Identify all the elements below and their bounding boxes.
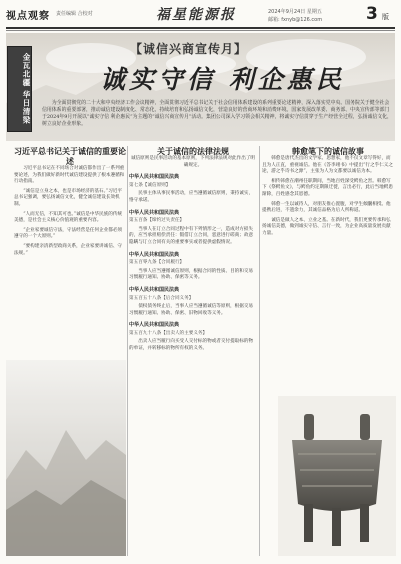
section-name: 视点观察 xyxy=(6,11,50,22)
masthead-rule-thin xyxy=(6,30,395,31)
masthead xyxy=(6,4,395,26)
left-paragraph: 习近平总书记在不同场合对诚信都作出了一系列重要论述，为我们做好新时代诚信建设提供了根本遵循和行动指南。 xyxy=(14,166,125,185)
left-paragraph: “诚信是立身之本，也是市场经济的基石。”习近平总书记强调，要弘扬诚信文化，健全诚信建设长效机制。 xyxy=(14,188,123,207)
left-column-heading: 习近平总书记关于诚信的重要论述 xyxy=(14,146,126,166)
contact-line: 邮箱: fxnyb@126.com xyxy=(268,17,323,23)
law-article: 第五百条【缔约过失责任】 xyxy=(129,218,185,224)
law-text: 当事人应当遵循诚信原则，根据合同的性质、目的和交易习惯履行通知、协助、保密等义务。 xyxy=(129,268,254,281)
law-text: 出卖人应当履行向买受人交付标的物或者交付提取标的物的单证，并转移标的物所有权的义务。 xyxy=(129,339,254,352)
column-left xyxy=(14,146,126,260)
bronze-ding-illustration xyxy=(278,396,396,556)
column-middle xyxy=(129,146,257,356)
left-paragraph: “要构建亲清新型政商关系，企业家要讲诚信、守法规。” xyxy=(14,243,123,256)
law-article: 第七条【诚信原则】 xyxy=(129,182,171,188)
right-paragraph: 相传韩愈在潮州任职期间，当地百姓深受鳄鱼之害。韩愈写下《祭鳄鱼文》，与鳄鱼约定期限迁徙，言出必行，此后当地鳄患渐除，百姓感念其恩德。 xyxy=(262,178,393,197)
editor-line: 责任编辑 合校对 xyxy=(56,11,93,17)
column-divider xyxy=(127,146,128,556)
law-title: 中华人民共和国民法典 xyxy=(129,251,180,258)
law-text: 当事人在订立合同过程中有下列情形之一，造成对方损失的，应当承担赔偿责任：假借订立合同，恶意进行磋商；故意隐瞒与订立合同有关的重要事实或者提供虚假情况。 xyxy=(129,226,254,245)
page-unit: 版 xyxy=(382,13,389,21)
column-right xyxy=(262,146,394,241)
masthead-rule xyxy=(6,27,395,29)
law-article: 第五百五十八条【后合同义务】 xyxy=(129,295,194,301)
law-title: 中华人民共和国民法典 xyxy=(129,209,180,216)
feature-subtitle: 【诚信兴商宣传月】 xyxy=(130,42,248,56)
page-number: 3 xyxy=(366,4,378,24)
column-label: 金瓦北疆 华日清梁 xyxy=(7,46,32,132)
right-paragraph: 韩愈一生以诚待人，对朋友推心置腹，对学生倾囊相授。他提携后进，不遗余力，其诚信品格为后人所称道。 xyxy=(262,201,391,214)
middle-lead: 诚信原则是民事活动的基本原则，下列法律法规对此作出了明确规定。 xyxy=(130,156,256,168)
feature-title: 诚实守信 利企惠民 xyxy=(100,65,345,94)
left-paragraph: “人而无信，不知其可也。”诚信是中华民族的传统美德，是社会主义核心价值观的重要内容。 xyxy=(14,211,123,224)
middle-column-heading: 关于诚信的法律法规 xyxy=(157,146,229,156)
law-text: 债权债务终止后，当事人应当遵循诚信等原则，根据交易习惯履行通知、协助、保密、旧物回收等义务。 xyxy=(129,304,254,316)
landscape-illustration xyxy=(6,360,126,556)
landscape-drawing xyxy=(6,360,126,556)
right-column-heading: 韩愈笔下的诚信故事 xyxy=(292,146,364,156)
column-divider xyxy=(259,146,260,556)
right-paragraph: 诚信是做人之本、立业之基。在新时代，我们更要传承和弘扬诚信美德，做到诚实守信、言行一致，为企业高质量发展贡献力量。 xyxy=(262,217,391,236)
law-title: 中华人民共和国民法典 xyxy=(129,286,180,293)
law-text: 民事主体从事民事活动，应当遵循诚信原则，秉持诚实，恪守承诺。 xyxy=(129,191,254,203)
left-paragraph: “企业家要诚信守法，守法经营是任何企业都必须遵守的一个大原则。” xyxy=(14,227,123,240)
paper-name: 福星能源报 xyxy=(156,7,236,23)
feature-intro: 为全面贯彻党的二十大和中央经济工作会议精神，全面贯彻习近平总书记关于社会信用体系建设的系列重要论述精神，深入落实党中央、国务院关于健全社会信用体系的重要部署，推动诚信建设制度化、常态化，持续培育和弘扬诚信文化，营造良好的营商环境和消费环境。国家发展改革委、商务部、中央宣传部等部门于2024年9月开展以“诚实守信 利企惠民”为主题的“诚信兴商宣传月”活动。集团公司深入学习领会相关精神，将诚实守信贯穿于生产经营全过程，弘扬诚信文化，树立良好企业形象。 xyxy=(42,100,392,127)
law-title: 中华人民共和国民法典 xyxy=(129,322,180,329)
law-article: 第五百九十八条【出卖人的主要义务】 xyxy=(129,330,208,336)
date-line: 2024年9月24日 星期五 xyxy=(268,9,322,15)
law-title: 中华人民共和国民法典 xyxy=(129,174,180,181)
law-article: 第五百零九条【合同履行】 xyxy=(129,260,185,266)
right-paragraph: 韩愈是唐代杰出的文学家、思想家，他不仅文章写得好，而且为人正直，重视诚信。他在《答李翊书》中提出“行之乎仁义之途，游之乎诗书之源”，主张为人为文都要以诚信为本。 xyxy=(262,156,393,175)
